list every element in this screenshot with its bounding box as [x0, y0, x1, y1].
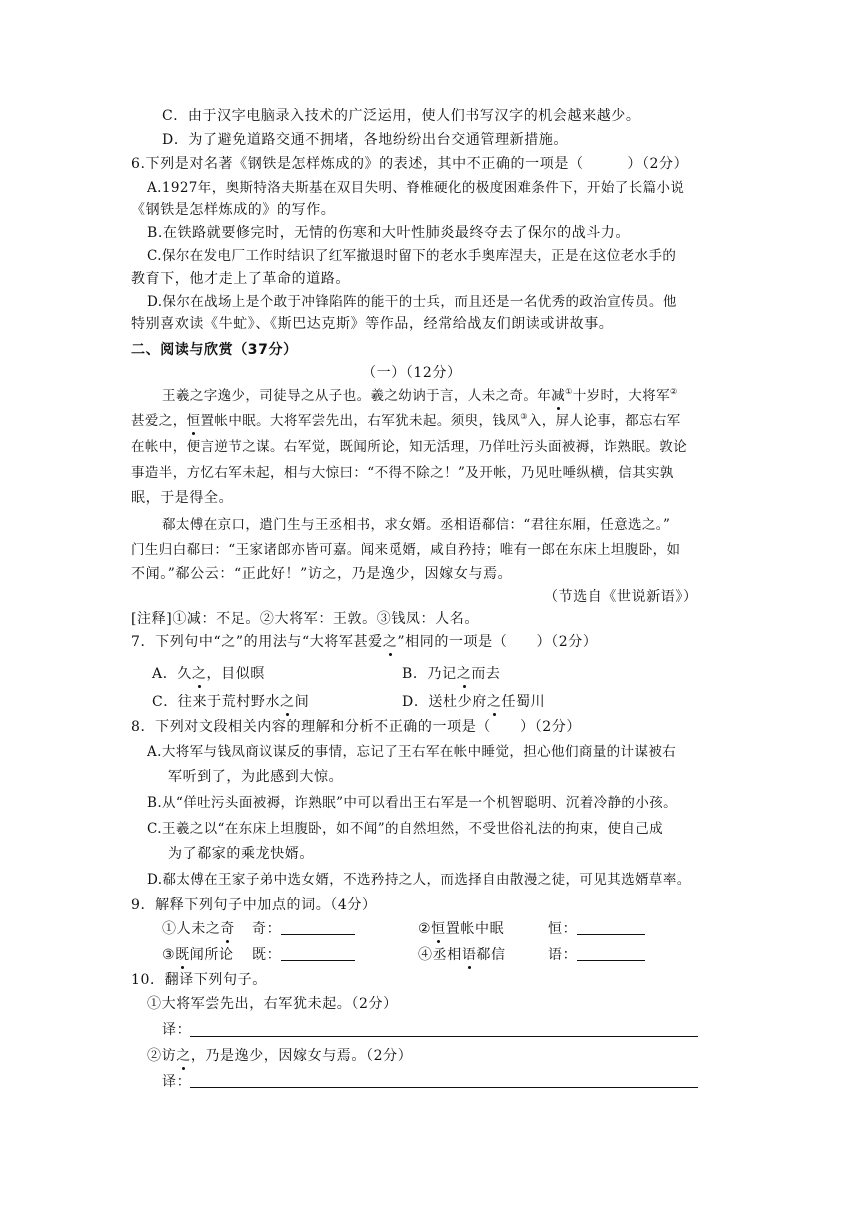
passage-p2-line2: 门生归白郗曰：“王家诸郎亦皆可嘉。闻来觅婿，咸自矜持；唯有一郎在东床上坦腹卧，如 — [131, 542, 681, 558]
q8-option-d: D.郗太傅在王家子弟中选女婿，不选矜持之人，而选择自由散漫之徒，可见其选婿草率。 — [147, 872, 691, 888]
answer-label: 语： — [548, 947, 578, 963]
passage-source: （节选自《世说新语》） — [544, 589, 698, 605]
dotted-char: 之 — [192, 663, 207, 685]
passage-p2-line1: 郗太傅在京口，遣门生与王丞相书，求女婿。丞相语郗信：“君往东厢，任意选之。” — [162, 517, 671, 533]
q6-option-c-line1: C.保尔在发电厂工作时结识了红军撤退时留下的老水手奥库涅夫，正是在这位老水手的 — [147, 248, 677, 264]
q6-option-c-line2: 教育下，他才走上了革命的道路。 — [131, 271, 350, 287]
item-text: ③ — [162, 947, 176, 963]
passage-text: 王羲之字逸少，司徒导之从子也。羲之幼讷于言，人未之奇。年 — [162, 388, 552, 404]
dotted-char: 恒 — [187, 410, 201, 432]
q9-item-3 — [162, 944, 234, 966]
dotted-char: 之 — [383, 631, 398, 653]
answer-blank[interactable] — [281, 919, 355, 935]
item-text: 闻所论 — [189, 947, 234, 963]
q10-sentence-1: ①大将军尝先出，右军犹未起。（2分） — [147, 996, 398, 1012]
footnote-marker: ② — [670, 387, 678, 396]
passage-text: 十岁时，大将军 — [572, 388, 670, 404]
section-heading: 二、阅读与欣赏（37分） — [131, 342, 298, 358]
q6-option-b: B.在铁路就要修完时，无情的伤寒和大叶性肺炎最终夺去了保尔的战斗力。 — [147, 225, 631, 241]
answer-label: 奇： — [252, 921, 282, 937]
q6-option-d-line1: D.保尔在战场上是个敢于冲锋陷阵的能干的士兵，而且还是一名优秀的政治宣传员。他 — [147, 294, 677, 310]
q10-translate-label-1: 译： — [162, 1022, 192, 1038]
q9-answer-1[interactable] — [252, 918, 355, 940]
q6-stem: 6.下列是对名著《钢铁是怎样炼成的》的表述，其中不正确的一项是（ ）（2分） — [131, 156, 689, 172]
passage-text: 入，屏人论事，都忘右军 — [527, 413, 681, 429]
q10-stem: 10．翻译下列句子。 — [131, 972, 267, 988]
q7-option-c — [152, 691, 309, 713]
q8-option-a-line2: 军听到了，为此感到大惊。 — [168, 769, 344, 785]
q6-option-d-line2: 特别喜欢读《牛虻》、《斯巴达克斯》等作品，经常给战友们朗读或讲故事。 — [131, 316, 614, 332]
footnote-marker: ③ — [520, 412, 528, 421]
answer-label: 恒： — [548, 921, 578, 937]
dotted-char: 之 — [457, 663, 472, 685]
q10-sentence-2 — [147, 1045, 412, 1067]
passage-p1-line1 — [162, 385, 678, 407]
q8-option-c-line1: C.王羲之以“在东床上坦腹卧，如不闻”的自然坦然，不受世俗礼法的拘束，使自己成 — [147, 821, 664, 837]
q7-option-a — [152, 663, 265, 685]
dotted-char: 语 — [462, 944, 477, 966]
dotted-char: 恒 — [431, 918, 446, 940]
passage-p1-line3: 在帐中，便言逆节之谋。右军觉，既闻所论，知无活理，乃佯吐污头面被褥，诈熟眠。敦论 — [131, 439, 687, 455]
passage-p1-line2 — [131, 410, 681, 432]
option-text: ，目似暝 — [206, 666, 265, 682]
dotted-char: 既 — [175, 944, 190, 966]
q6-option-a-line1: A.1927年，奥斯特洛夫斯基在双目失明、脊椎硬化的极度困难条件下，开始了长篇小说 — [147, 180, 685, 196]
q10-answer-line-2[interactable] — [190, 1087, 698, 1088]
item-text: 置帐中眠 — [445, 921, 505, 937]
dotted-char: 奇 — [220, 918, 235, 940]
q8-option-a-line1: A.大将军与钱凤商议谋反的事情，忘记了王右军在帐中睡觉，担心他们商量的计谋被右 — [147, 744, 677, 760]
sentence-text: ②访 — [147, 1048, 177, 1064]
passage-p1-line5: 眠，于是得全。 — [131, 490, 234, 506]
q5-option-c: C．由于汉字电脑录入技术的广泛运用，使人们书写汉字的机会越来越少。 — [162, 108, 641, 124]
item-text: ④丞相 — [418, 947, 462, 963]
option-text: 任蜀川 — [501, 694, 546, 710]
option-text: D．送杜少府 — [402, 694, 487, 710]
answer-blank[interactable] — [281, 945, 355, 961]
option-text: 间 — [294, 694, 310, 710]
q6-option-a-line2: 《钢铁是怎样炼成的》的写作。 — [131, 202, 336, 218]
item-text: ② — [418, 921, 432, 937]
passage-p2-line3: 不闻。”郗公云：“正此好！”访之，乃是逸少，因嫁女与焉。 — [131, 566, 513, 582]
option-text: A．久 — [152, 666, 192, 682]
dotted-char: 之 — [487, 691, 502, 713]
q5-option-d: D．为了避免道路交通不拥堵，各地纷纷出台交通管理新措施。 — [162, 132, 569, 148]
item-text: 郗信 — [476, 947, 506, 963]
option-text: 而去 — [471, 666, 501, 682]
passage-text: 甚爱之， — [131, 413, 187, 429]
dotted-char: 之 — [176, 1045, 191, 1067]
footnote-marker: ① — [565, 387, 573, 396]
q9-item-2 — [418, 918, 504, 940]
q9-answer-4[interactable] — [548, 944, 645, 966]
q7-stem-text: 7．下列句中“之”的用法与“大将军甚爱 — [131, 634, 383, 650]
q9-answer-2[interactable] — [548, 918, 645, 940]
q9-item-1 — [162, 918, 235, 940]
q7-stem — [131, 631, 597, 653]
q7-option-b — [402, 663, 501, 685]
q10-answer-line-1[interactable] — [190, 1036, 698, 1037]
dotted-char: 之 — [280, 691, 295, 713]
q8-option-c-line2: 为了郗家的乘龙快婿。 — [168, 846, 314, 862]
dotted-char: 减 — [551, 385, 565, 407]
q10-translate-label-2: 译： — [162, 1074, 192, 1090]
q7-stem-text: ”相同的一项是（ ）（2分） — [397, 634, 598, 650]
option-text: C．往来于荒村野水 — [152, 694, 281, 710]
passage-notes: [注释]①减：不足。②大将军：王敦。③钱凤：人名。 — [131, 611, 479, 627]
q9-item-4 — [418, 944, 506, 966]
sentence-text: ，乃是逸少，因嫁女与焉。（2分） — [190, 1048, 413, 1064]
answer-blank[interactable] — [577, 945, 645, 961]
q7-option-d — [402, 691, 545, 713]
item-text: ①人未之 — [162, 921, 221, 937]
passage-subheading: （一）（12分） — [362, 365, 462, 381]
q8-stem: 8．下列对文段相关内容的理解和分析不正确的一项是（ ）（2分） — [131, 719, 582, 735]
answer-blank[interactable] — [577, 919, 645, 935]
q8-option-b: B.从“佯吐污头面被褥，诈熟眠”中可以看出王右军是一个机智聪明、沉着冷静的小孩。 — [147, 795, 678, 811]
passage-text: 置帐中眠。大将军尝先出，右军犹未起。须臾，钱凤 — [200, 413, 521, 429]
q9-stem: 9．解释下列句子中加点的词。（4分） — [131, 897, 377, 913]
option-text: B．乃记 — [402, 666, 457, 682]
passage-p1-line4: 事造半，方忆右军未起，相与大惊曰：“不得不除之！”及开帐，乃见吐唾纵横，信其实孰 — [131, 465, 674, 481]
q9-answer-3[interactable] — [252, 944, 355, 966]
answer-label: 既： — [252, 947, 282, 963]
